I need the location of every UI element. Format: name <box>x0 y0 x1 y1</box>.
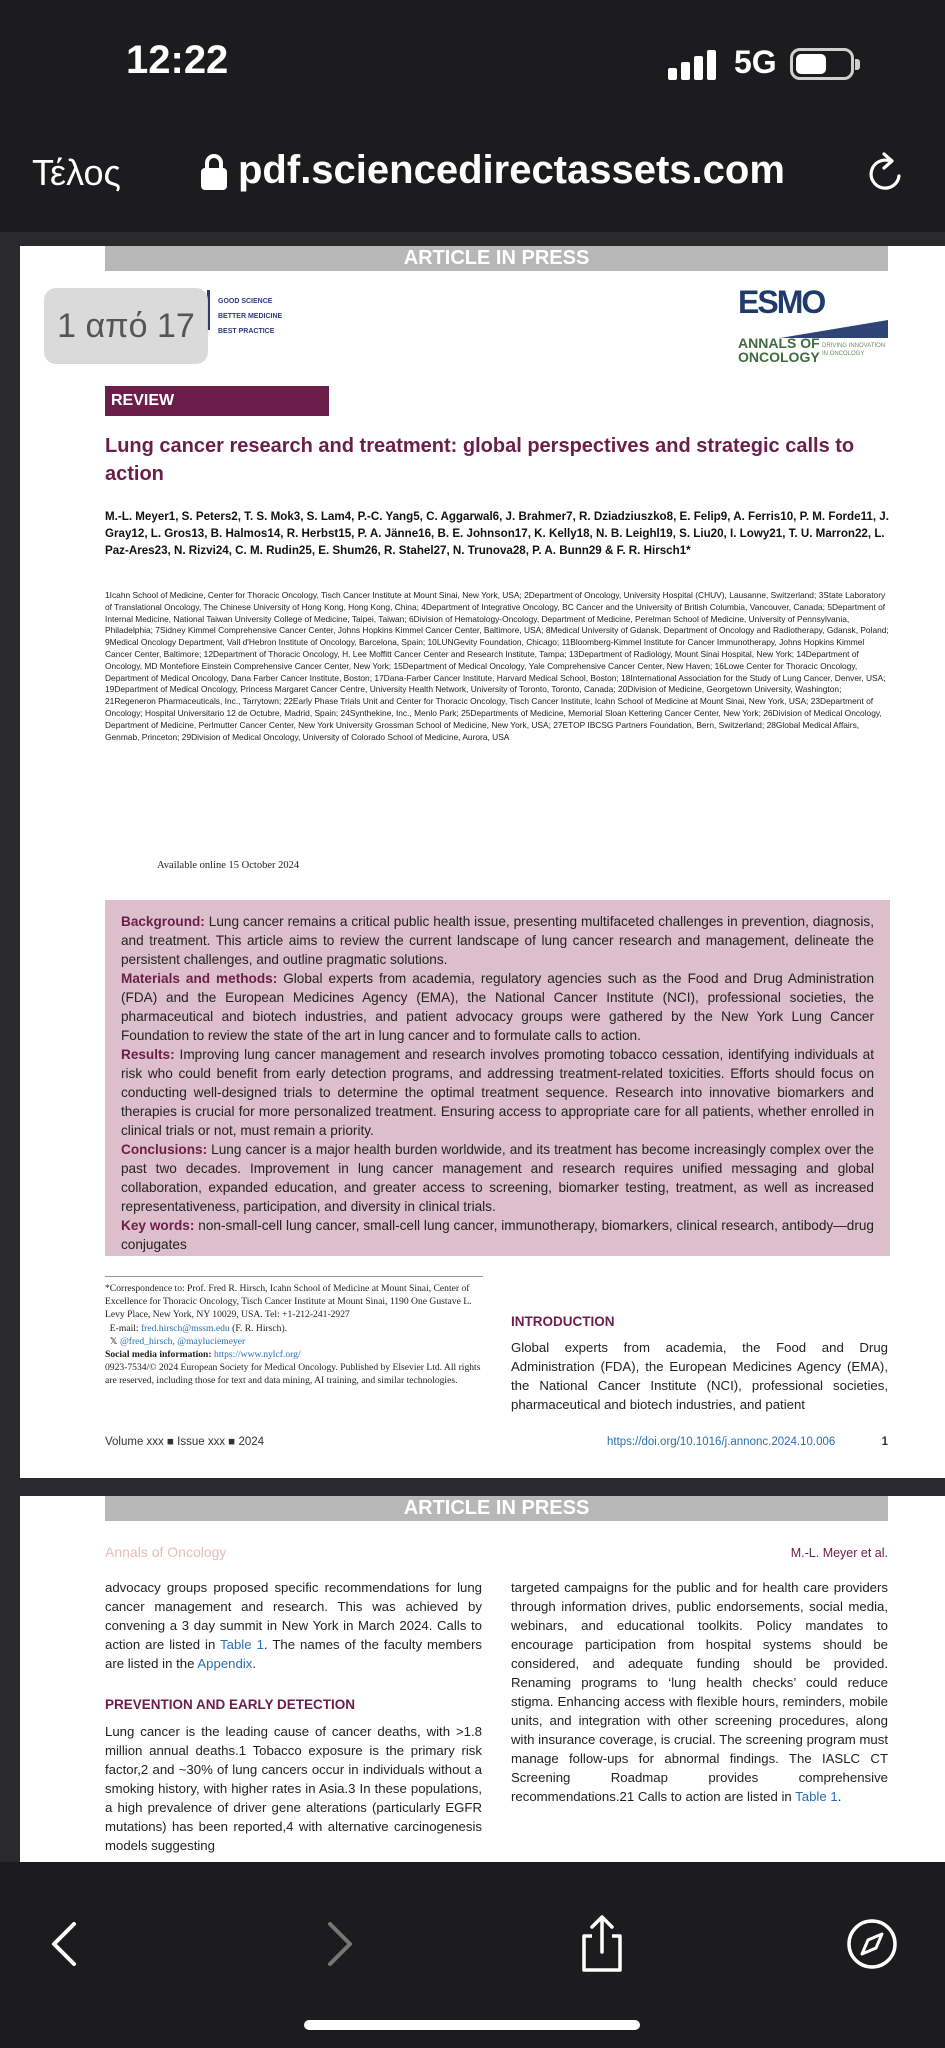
esmo-annals-logo: ESMO ANNALS OF ONCOLOGY DRIVING INNOVATION IN ONCOLOGY <box>738 284 888 376</box>
email-link[interactable]: fred.hirsch@mssm.edu <box>140 1322 230 1334</box>
url-text[interactable]: pdf.sciencedirectassets.com <box>238 148 785 192</box>
author-list: M.-L. Meyer1, S. Peters2, T. S. Mok3, S. Lam4, P.-C. Yang5, C. Aggarwal6, J. Brahmer7, R. Dziadziuszko8, E. Felip9, A. Ferris10, P. M. Forde11, J. Gray12, L. Gros13, B. Halmos14, R. Herbst15, P. A. Jänne16, B. E. Johnson17, K. Kelly18, N. B. Leighl19, S. Liu20, I. Lowy21, T. U. Marron22, L. Paz-Ares23, N. Rizvi24, C. M. Rudin25, E. Shum26, R. Stahel27, N. Trunova28, P. A. Bunn29 & F. R. Hirsch1* <box>105 510 889 557</box>
back-icon[interactable] <box>36 1914 96 1974</box>
article-in-press-banner: ARTICLE IN PRESS <box>105 1496 888 1521</box>
pdf-page-1: ARTICLE IN PRESS GOOD SCIENCE BETTER MEDICINE BEST PRACTICE ESMO ANNALS OF ONCOLOGY DRIVING INNOVATION IN ONCOLOGY REVIEW Lung cancer research and treatment: global perspectives and strategic calls to action M.-L. Meyer1, S. Peters2, T. S. Mok3, S. Lam4, P.-C. Yang5, C. Aggarwal6, J. Brahmer7, R. Dziadziuszko8, E. Felip9, A. Ferris10, P. M. Forde11, J. Gray12, L. Gros13, B. Halmos14, R. Herbst15, P. A. Jänne16, B. E. Johnson17, K. Kelly18, N. B. Leighl19, S. Liu20, I. Lowy21, T. U. Marron22, L. Paz-Ares23, N. Rizvi24, C. M. Rudin25, E. Shum26, R. Stahel27, N. Trunova28, P. A. Bunn29 & F. R. Hirsch1* 1Icahn School of Medicine, Center for Thoracic Oncology, Tisch Cancer Institute at Mount Sinai, New York, USA; 2Department of Oncology, University Hospital (CHUV), Lausanne, Switzerland; 3State Laboratory of Translational Oncology, The Chinese University of Hong Kong, Hong Kong, China; 4Department of Integrative Oncology, BC Cancer and the University of British Columbia, Vancouver, Canada; 5Department of Internal Medicine, National Taiwan University College of Medicine, Taipei, Taiwan; 6Division of Hematology-Oncology, Department of Medicine, Perelman School of Medicine, University of Pennsylvania, Philadelphia; 7Sidney Kimmel Comprehensive Cancer Center, Johns Hopkins Kimmel Cancer Center, Baltimore, USA; 8Medical University of Gdansk, Department of Oncology and Radiotherapy, Gdansk, Poland; 9Medical Oncology Department, Vall d'Hebron Institute of Oncology, Barcelona, Spain; 10LUNGevity Foundation, Chicago; 11Bloomberg-Kimmel Institute for Cancer Immunotherapy, Johns Hopkins Kimmel Cancer Center, Baltimore; 12Department of Thoracic Oncology, H. Lee Moffitt Cancer Center and Research Institute, Tampa; 13Department of Radiology, Mount Sinai Hospital, New York; 14Department of Oncology, MD Montefiore Einstein Comprehensive Cancer Center, New York; 15Department of Medical Oncology, Yale Comprehensive Cancer Center, New Haven; 16Lowe Center for Thoracic Oncology, Department of Medical Oncology, Dana Farber Cancer Institute, Boston; 17Dana-Farber Cancer Institute, Harvard Medical School, Boston; 18International Association for the Study of Lung Cancer, Denver, USA; 19Department of Medical Oncology, Princess Margaret Cancer Centre, University Health Network, University of Toronto, Toronto, Canada; 20Division of Medicine, Georgetown University, Washington; 21Regeneron Pharmaceuticals, Inc., Tarrytown; 22Early Phase Trials Unit and Center for Thoracic Oncology, Tisch Cancer Institute, Icahn School of Medicine at Mount Sinai, New York, USA; 23Department of Oncology; Hospital Universitario 12 de Octubre, Madrid, Spain; 24Synthekine, Inc., Menlo Park; 25Departments of Medicine, Memorial Sloan Kettering Cancer Center, New York; 26Division of Medical Oncology, Department of Medicine, Perlmutter Cancer Center, New York University Grossman School of Medicine, New York, USA; 27ETOP IBCSG Partners Foundation, Bern, Switzerland; 28Global Medical Affairs, Genmab, Princeton; 29Division of Medical Oncology, University of Colorado School of Medicine, Aurora, USA Available online 15 October 2024 Background: Lung cancer remains a critical public health issue, presenting multifaceted challenges in prevention, diagnosis, and treatment. This article aims to review the current landscape of lung cancer research and management, delineate the persistent challenges, and outline pragmatic solutions. Materials and methods: Global experts from academia, regulatory agencies such as the Food and Drug Administration (FDA) and the European Medicines Agency (EMA), the National Cancer Institute (NCI), professional societies, the pharmaceutical and biotech industries, and patient advocacy groups were gathered by the New York Lung Cancer Foundation to review the state of the art in lung cancer and to formulate calls to action. Results: Improving lung cancer management and research involves promoting tobacco cessation, identifying individuals at risk who could benefit from early detection programs, and addressing treatment-related toxicities. Efforts should focus on conducting well-designed trials to determine the optimal treatment sequence. Research into innovative biomarkers and therapies is crucial for more personalized treatment. Ensuring access to appropriate care for all patients, whether enrolled in clinical trials or not, must remain a priority. Conclusions: Lung cancer is a major health burden worldwide, and its treatment has become increasingly complex over the past two decades. Improvement in lung cancer management and research requires unified messaging and global collaboration, expanded education, and greater access to screening, biomarker testing, treatment, as well as increased representativeness, participation, and diversity in clinical trials. Key words: non-small-cell lung cancer, small-cell lung cancer, immunotherapy, biomarkers, clinical research, antibody—drug conjugates *Correspondence to: Prof. Fred R. Hirsch, Icahn School of Medicine at Mount Sinai, Center of Excellence for Thoracic Oncology, Tisch Cancer Institute at Mount Sinai, 1190 One Gustave L. Levy Place, New York, NY 10029, USA. Tel: +1-212-241-2927 E-mail: fred.hirsch@mssm.edu (F. R. Hirsch). 𝕏 @fred_hirsch, @mayluciemeyer Social media information: https://www.nylcf.org/ 0923-7534/© 2024 European Society for Medical Oncology. Published by Elsevier Ltd. All rights are reserved, including those for text and data mining, AI training, and similar technologies. INTRODUCTION Global experts from academia, the Food and Drug Administration (FDA), the European Medicines Agency (EMA), the National Cancer Institute (NCI), professional societies, pharmaceutical and biotech industries, and patient Volume xxx ■ Issue xxx ■ 2024 https://doi.org/10.1016/j.annonc.2024.10.006 1 1 από 17 <box>20 246 945 1478</box>
compass-icon[interactable] <box>842 1914 902 1974</box>
appendix-link[interactable]: Appendix <box>197 1656 253 1671</box>
running-author: M.-L. Meyer et al. <box>790 1546 888 1560</box>
article-title: Lung cancer research and treatment: global perspectives and strategic calls to action <box>105 435 855 485</box>
lock-icon <box>200 152 228 192</box>
doi-link[interactable]: https://doi.org/10.1016/j.annonc.2024.10.006 <box>607 1436 836 1448</box>
correspondence-footnote: *Correspondence to: Prof. Fred R. Hirsch, Icahn School of Medicine at Mount Sinai, Center of Excellence for Thoracic Oncology, Tisch Cancer Institute at Mount Sinai, 1190 One Gustave L. Levy Place, New York, NY 10029, USA. Tel: +1-212-241-2927 E-mail: fred.hirsch@mssm.edu (F. R. Hirsch). 𝕏 @fred_hirsch, @mayluciemeyer Social media information: https://www.nylcf.org/ 0923-7534/© 2024 European Society for Medical Oncology. Published by Elsevier Ltd. All rights are reserved, including those for text and data mining, AI training, and similar technologies. <box>105 1283 481 1387</box>
signal-icon <box>668 50 720 80</box>
affiliations: 1Icahn School of Medicine, Center for Thoracic Oncology, Tisch Cancer Institute at Mount Sinai, New York, USA; 2Department of Oncology, University Hospital (CHUV), Lausanne, Switzerland; 3State Laboratory of Translational Oncology, The Chinese University of Hong Kong, Hong Kong, China; 4Department of Integrative Oncology, BC Cancer and the University of British Columbia, Vancouver, Canada; 5Department of Internal Medicine, National Taiwan University College of Medicine, Taipei, Taiwan; 6Division of Hematology-Oncology, Department of Medicine, Perelman School of Medicine, University of Pennsylvania, Philadelphia; 7Sidney Kimmel Comprehensive Cancer Center, Johns Hopkins Kimmel Cancer Center, Baltimore, USA; 8Medical University of Gdansk, Department of Oncology and Radiotherapy, Gdansk, Poland; 9Medical Oncology Department, Vall d'Hebron Institute of Oncology, Barcelona, Spain; 10LUNGevity Foundation, Chicago; 11Bloomberg-Kimmel Institute for Cancer Immunotherapy, Johns Hopkins Kimmel Cancer Center, Baltimore; 12Department of Thoracic Oncology, H. Lee Moffitt Cancer Center and Research Institute, Tampa; 13Department of Radiology, Mount Sinai Hospital, New York; 14Department of Oncology, MD Montefiore Einstein Comprehensive Cancer Center, New York; 15Department of Medical Oncology, Yale Comprehensive Cancer Center, New Haven; 16Lowe Center for Thoracic Oncology, Department of Medical Oncology, Dana Farber Cancer Institute, Boston; 17Dana-Farber Cancer Institute, Harvard Medical School, Boston; 18International Association for the Study of Lung Cancer, Denver, USA; 19Department of Medical Oncology, Princess Margaret Cancer Centre, University Health Network, University of Toronto, Toronto, Canada; 20Division of Medicine, Georgetown University, Washington; 21Regeneron Pharmaceuticals, Inc., Tarrytown; 22Early Phase Trials Unit and Center for Thoracic Oncology, Tisch Cancer Institute, Icahn School of Medicine at Mount Sinai, New York, USA; 23Department of Oncology; Hospital Universitario 12 de Octubre, Madrid, Spain; 24Synthekine, Inc., Menlo Park; 25Departments of Medicine, Memorial Sloan Kettering Cancer Center, New York; 26Division of Medical Oncology, Department of Medicine, Perlmutter Cancer Center, New York University Grossman School of Medicine, New York, USA; 27ETOP IBCSG Partners Foundation, Bern, Switzerland; 28Global Medical Affairs, Genmab, Princeton; 29Division of Medical Oncology, University of Colorado School of Medicine, Aurora, USA <box>105 590 889 742</box>
publisher-slogan: GOOD SCIENCE BETTER MEDICINE BEST PRACTICE <box>218 298 283 335</box>
share-icon[interactable] <box>572 1914 632 1974</box>
pdf-viewer[interactable] <box>0 232 945 1862</box>
page2-right-column: targeted campaigns for the public and for health care providers through information drives, public endorsements, social media, webinars, and educational toolkits. Policy mandates to encourage participation from hospital systems should be considered, and adequate funding should be provided. Renaming programs to ‘lung health checks’ could reduce stigma. Enhancing access with flexible hours, reminders, mobile units, and integration with other screening procedures, along with insurance coverage, is crucial. The screening program must manage follow-ups for abnormal findings. The IASLC CT Screening Roadmap provides comprehensive recommendations.21 Calls to action are listed in Table 1. <box>511 1580 888 1804</box>
introduction-heading: INTRODUCTION <box>511 1314 615 1329</box>
home-indicator[interactable] <box>304 2020 640 2030</box>
reload-icon[interactable] <box>866 150 906 194</box>
journal-logo-text: ANNALS OF ONCOLOGY <box>738 335 820 365</box>
esmo-mark: ESMO <box>738 284 825 320</box>
done-button[interactable]: Τέλος <box>32 152 121 193</box>
introduction-text: Global experts from academia, the Food and Drug Administration (FDA), the European Medicines Agency (EMA), the National Cancer Institute (NCI), professional societies, pharmaceutical and biotech industries, and patient <box>511 1340 888 1412</box>
page-number: 1 <box>881 1436 888 1448</box>
status-time: 12:22 <box>126 38 229 82</box>
footnote-divider <box>105 1276 483 1277</box>
network-type: 5G <box>734 44 777 80</box>
page-indicator: 1 από 17 <box>44 288 208 364</box>
section-heading: PREVENTION AND EARLY DETECTION <box>105 1697 356 1712</box>
browser-address-bar <box>0 120 945 232</box>
x-handles-link[interactable]: @fred_hirsch, @mayluciemeyer <box>119 1335 246 1347</box>
table-1-link[interactable]: Table 1 <box>795 1789 838 1804</box>
pdf-page-2 <box>20 1496 945 1862</box>
forward-icon[interactable] <box>308 1914 368 1974</box>
social-media-link[interactable]: https://www.nylcf.org/ <box>214 1349 301 1361</box>
page2-left-column: advocacy groups proposed specific recommendations for lung cancer management and research. This was achieved by convening a 3 day summit in New York in March 2024. Calls to action are listed in Table 1. The names of the faculty members are listed in the Appendix. PREVENTION AND EARLY DETECTION Lung cancer is the leading cause of cancer deaths, with >1.8 million annual deaths.1 Tobacco exposure is the primary risk factor,2 and ~30% of lung cancers occur in individuals without a smoking history, with higher rates in Asia.3 In these populations, a high prevalence of driver gene alterations (particularly EGFR mutations) has been reported,4 with alternative carcinogenesis models suggesting <box>105 1580 483 1853</box>
status-bar <box>0 0 945 120</box>
running-journal: Annals of Oncology <box>105 1544 227 1560</box>
abstract-box: Background: Lung cancer remains a critical public health issue, presenting multifaceted challenges in prevention, diagnosis, and treatment. This article aims to review the current landscape of lung cancer research and management, delineate the persistent challenges, and outline pragmatic solutions. Materials and methods: Global experts from academia, regulatory agencies such as the Food and Drug Administration (FDA) and the European Medicines Agency (EMA), the National Cancer Institute (NCI), professional societies, the pharmaceutical and biotech industries, and patient advocacy groups were gathered by the New York Lung Cancer Foundation to review the state of the art in lung cancer and to formulate calls to action. Results: Improving lung cancer management and research involves promoting tobacco cessation, identifying individuals at risk who could benefit from early detection programs, and addressing treatment-related toxicities. Efforts should focus on conducting well-designed trials to determine the optimal treatment sequence. Research into innovative biomarkers and therapies is crucial for more personalized treatment. Ensuring access to appropriate care for all patients, whether enrolled in clinical trials or not, must remain a priority. Conclusions: Lung cancer is a major health burden worldwide, and its treatment has become increasingly complex over the past two decades. Improvement in lung cancer management and research requires unified messaging and global collaboration, expanded education, and greater access to screening, biomarker testing, treatment, as well as increased representativeness, participation, and diversity in clinical trials. Key words: non-small-cell lung cancer, small-cell lung cancer, immunotherapy, biomarkers, clinical research, antibody—drug conjugates <box>105 900 890 1256</box>
section-label: REVIEW <box>105 386 329 416</box>
article-in-press-banner: ARTICLE IN PRESS <box>105 246 888 271</box>
available-online: Available online 15 October 2024 <box>157 860 300 871</box>
x-logo-icon: 𝕏 <box>109 1335 120 1347</box>
battery-icon <box>790 48 854 80</box>
table-1-link[interactable]: Table 1 <box>220 1637 264 1652</box>
